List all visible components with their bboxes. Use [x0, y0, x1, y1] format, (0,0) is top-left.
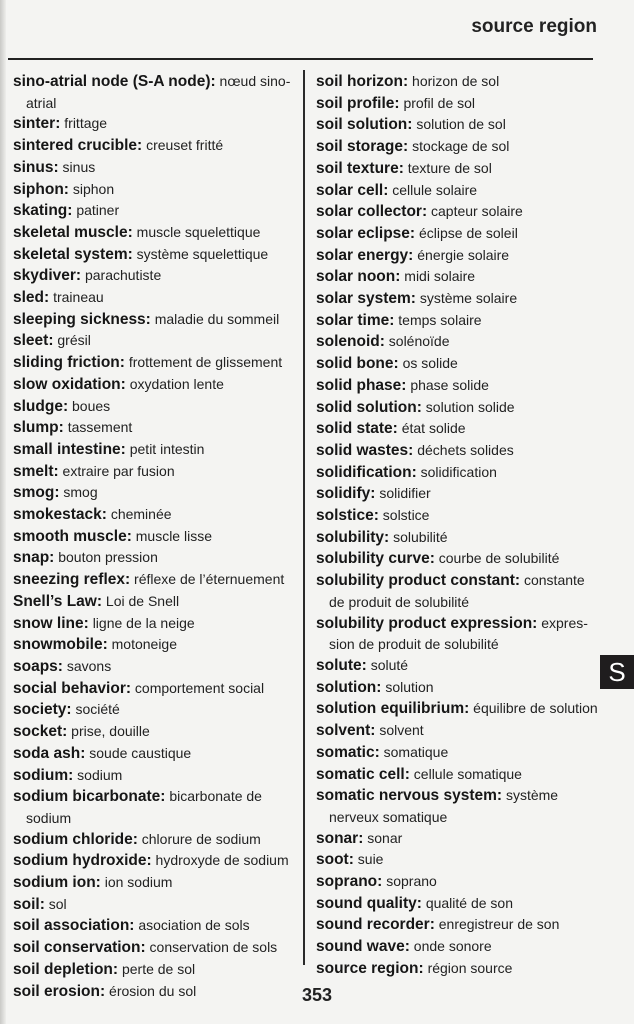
entry-term: solstice:	[316, 507, 379, 525]
glossary-entry	[13, 374, 303, 396]
glossary-entry	[316, 871, 601, 893]
entry-definition: petit intestin	[129, 440, 205, 457]
entry-term: sled:	[13, 289, 50, 307]
entry-term: solid state:	[316, 420, 398, 438]
glossary-entry	[316, 114, 601, 136]
entry-term: smokestack:	[13, 506, 107, 524]
glossary-entry	[316, 698, 601, 720]
entry-term: smog:	[13, 484, 60, 502]
entry-term: small intestine:	[13, 440, 126, 458]
entry-definition: sol	[48, 895, 67, 912]
entry-definition: chlorure de sodium	[141, 830, 261, 847]
entry-term: Snell’s Law:	[13, 592, 103, 610]
glossary-entry	[316, 223, 601, 245]
glossary-entry	[13, 526, 303, 548]
entry-term: soil:	[13, 895, 45, 913]
entry-definition: déchets solides	[417, 441, 514, 458]
entry-term: solar system:	[316, 290, 416, 308]
entry-definition: os solide	[402, 355, 458, 372]
entry-term: soil association:	[13, 917, 135, 935]
entry-definition: cheminée	[110, 506, 172, 523]
entry-term: soil texture:	[316, 159, 404, 177]
entry-term: solute:	[316, 656, 367, 674]
glossary-entry	[13, 157, 303, 179]
entry-definition: prise, douille	[71, 723, 150, 740]
glossary-entry	[13, 850, 303, 872]
entry-term: somatic:	[316, 743, 380, 761]
entry-definition: onde sonore	[413, 938, 492, 955]
entry-definition: cellule somatique	[413, 765, 522, 782]
entry-term: skating:	[13, 202, 73, 220]
entry-term: snap:	[13, 549, 55, 567]
entry-definition: sonar	[367, 829, 403, 846]
glossary-entry	[316, 764, 601, 786]
column-divider	[303, 70, 305, 965]
entry-definition: phase solide	[410, 376, 489, 393]
entry-definition: perte de sol	[121, 960, 196, 977]
glossary-entry	[316, 288, 601, 310]
left-column	[13, 71, 303, 1002]
glossary-entry	[13, 113, 303, 135]
entry-term: sodium bicarbonate:	[13, 788, 166, 806]
entry-definition: système squelettique	[136, 245, 269, 262]
entry-term: source region:	[316, 959, 424, 977]
glossary-entry	[316, 483, 601, 505]
glossary-entry	[13, 829, 303, 851]
entry-definition: tassement	[67, 419, 133, 436]
entry-definition: solidification	[420, 463, 497, 480]
entry-term: solar energy:	[316, 246, 414, 264]
entry-term: sino-atrial node (S-A node):	[13, 73, 216, 90]
entry-definition: capteur solaire	[431, 203, 523, 220]
entry-definition: savons	[66, 657, 112, 674]
entry-definition: cellule solaire	[392, 181, 478, 198]
glossary-entry	[13, 786, 303, 828]
glossary-entry	[316, 527, 601, 549]
entry-definition: grésil	[57, 332, 91, 349]
entry-definition: soluté	[370, 656, 409, 673]
page-number: 353	[301, 985, 333, 1005]
page-edge	[0, 0, 6, 1024]
glossary-entry	[13, 309, 303, 331]
glossary-entry	[13, 287, 303, 309]
entry-definition: horizon de sol	[412, 73, 500, 89]
entry-definition: frittage	[64, 115, 108, 132]
entry-definition: solénoïde	[388, 333, 450, 350]
right-column	[316, 71, 601, 980]
entry-term: society:	[13, 701, 72, 719]
entry-term: solvent:	[316, 722, 376, 740]
entry-definition: érosion du sol	[109, 982, 197, 999]
entry-term: solubility product constant:	[316, 572, 521, 590]
entry-term: solid bone:	[316, 355, 399, 373]
entry-term: somatic cell:	[316, 765, 410, 783]
entry-term: sleet:	[13, 332, 54, 350]
entry-definition: comportement social	[134, 679, 265, 696]
glossary-entry	[13, 678, 303, 700]
glossary-entry	[316, 548, 601, 570]
entry-definition: ligne de la neige	[92, 614, 195, 631]
entry-definition: sodium	[77, 766, 123, 783]
glossary-entry	[13, 613, 303, 635]
glossary-entry	[316, 201, 601, 223]
entry-definition: état solide	[401, 420, 466, 437]
entry-definition: enregistreur de son	[438, 916, 560, 933]
entry-term: sintered crucible:	[13, 137, 143, 155]
entry-term: sliding friction:	[13, 354, 125, 372]
entry-definition: midi solaire	[404, 268, 476, 285]
glossary-entry	[316, 310, 601, 332]
glossary-entry	[13, 959, 303, 981]
entry-definition: hydroxyde de sodium	[155, 852, 289, 869]
entry-term: sound wave:	[316, 938, 410, 956]
entry-definition: profil de sol	[403, 94, 476, 111]
entry-definition: motoneige	[111, 636, 178, 653]
entry-definition: équilibre de solution	[473, 700, 598, 717]
entry-definition: éclipse de soleil	[418, 224, 518, 241]
entry-term: solid wastes:	[316, 441, 414, 459]
glossary-entry	[316, 893, 601, 915]
entry-term: sodium ion:	[13, 874, 101, 892]
glossary-entry	[316, 958, 601, 980]
glossary-entry	[13, 743, 303, 765]
entry-term: soil profile:	[316, 94, 400, 112]
entry-definition: expression de produit de solubilité	[329, 614, 588, 653]
entry-definition: extraire par fusion	[62, 462, 175, 479]
glossary-entry	[13, 504, 303, 526]
glossary-entry	[13, 765, 303, 787]
entry-definition: siphon	[72, 180, 115, 197]
entry-term: social behavior:	[13, 679, 132, 697]
entry-definition: système solaire	[419, 290, 518, 307]
glossary-entry	[316, 180, 601, 202]
glossary-entry	[13, 71, 303, 113]
entry-definition: solution solide	[425, 398, 515, 415]
entry-definition: solstice	[382, 507, 430, 524]
entry-term: smooth muscle:	[13, 527, 132, 545]
entry-definition: Loi de Snell	[105, 592, 180, 609]
entry-definition: solution	[385, 678, 434, 695]
entry-term: snow line:	[13, 614, 89, 632]
glossary-entry	[13, 179, 303, 201]
entry-definition: constante de produit de solubilité	[329, 572, 585, 610]
entry-term: soil solution:	[316, 116, 413, 134]
entry-term: solution:	[316, 678, 382, 696]
entry-term: soaps:	[13, 657, 63, 675]
entry-definition: solubilité	[393, 528, 448, 545]
entry-definition: solidifier	[379, 485, 431, 502]
glossary-entry	[316, 849, 601, 871]
entry-term: smelt:	[13, 462, 59, 480]
entry-term: sound recorder:	[316, 916, 435, 934]
entry-definition: solution de sol	[416, 116, 506, 133]
entry-term: solubility:	[316, 528, 390, 546]
entry-term: solar collector:	[316, 203, 428, 221]
glossary-entry	[316, 914, 601, 936]
glossary-entry	[13, 937, 303, 959]
glossary-entry	[316, 936, 601, 958]
entry-term: sinter:	[13, 115, 61, 133]
glossary-entry	[13, 417, 303, 439]
entry-term: socket:	[13, 723, 68, 741]
glossary-entry	[316, 655, 601, 677]
glossary-entry	[316, 353, 601, 375]
entry-term: sodium chloride:	[13, 830, 138, 848]
entry-definition: énergie solaire	[417, 246, 510, 263]
glossary-entry	[13, 352, 303, 374]
glossary-entry	[316, 158, 601, 180]
glossary-entry	[13, 721, 303, 743]
entry-term: somatic nervous system:	[316, 787, 503, 805]
header-rule	[8, 58, 593, 60]
entry-definition: sinus	[62, 158, 96, 175]
entry-term: soil erosion:	[13, 982, 106, 1000]
glossary-entry	[316, 331, 601, 353]
entry-definition: ion sodium	[104, 874, 173, 891]
glossary-entry	[316, 397, 601, 419]
entry-definition: courbe de solubilité	[438, 550, 560, 567]
entry-term: skeletal system:	[13, 245, 133, 263]
entry-definition: soude caustique	[89, 744, 192, 761]
glossary-entry	[316, 785, 601, 827]
glossary-entry	[13, 591, 303, 613]
glossary-entry	[316, 742, 601, 764]
entry-term: solar time:	[316, 311, 395, 329]
entry-term: soot:	[316, 851, 354, 869]
glossary-entry	[13, 894, 303, 916]
glossary-entry	[316, 440, 601, 462]
glossary-entry	[316, 418, 601, 440]
entry-term: solidify:	[316, 485, 376, 503]
entry-term: sneezing reflex:	[13, 571, 131, 589]
glossary-entry	[316, 570, 601, 612]
entry-definition: oxydation lente	[129, 375, 224, 392]
entry-definition: patiner	[76, 202, 120, 219]
entry-term: slow oxidation:	[13, 375, 126, 393]
entry-definition: réflexe de l’éternuement	[134, 571, 285, 588]
entry-definition: conservation de sols	[149, 939, 278, 956]
entry-term: soil depletion:	[13, 960, 119, 978]
entry-term: solid phase:	[316, 376, 407, 394]
entry-term: slump:	[13, 419, 64, 437]
entry-definition: société	[75, 701, 120, 718]
glossary-entry	[13, 396, 303, 418]
entry-term: solidification:	[316, 463, 417, 481]
glossary-entry	[13, 569, 303, 591]
entry-term: solution equilibrium:	[316, 700, 470, 718]
entry-term: skeletal muscle:	[13, 223, 133, 241]
glossary-entry	[13, 634, 303, 656]
entry-term: sound quality:	[316, 894, 422, 912]
entry-term: solid solution:	[316, 398, 422, 416]
entry-term: solubility curve:	[316, 550, 435, 568]
entry-term: sinus:	[13, 158, 59, 176]
entry-definition: boues	[72, 397, 111, 414]
glossary-entry	[316, 720, 601, 742]
entry-term: sodium:	[13, 766, 74, 784]
glossary-entry	[316, 613, 601, 655]
entry-definition: asociation de sols	[138, 917, 250, 934]
glossary-entry	[316, 136, 601, 158]
entry-term: sonar:	[316, 829, 364, 847]
entry-term: skydiver:	[13, 267, 82, 285]
glossary-entry	[316, 677, 601, 699]
entry-definition: qualité de son	[425, 894, 513, 911]
entry-definition: somatique	[383, 743, 449, 760]
entry-term: solar eclipse:	[316, 224, 416, 242]
entry-term: soil horizon:	[316, 73, 409, 90]
entry-definition: solvent	[379, 722, 424, 739]
glossary-entry	[13, 200, 303, 222]
glossary-entry	[13, 222, 303, 244]
glossary-entry	[13, 547, 303, 569]
entry-definition: région source	[427, 959, 513, 976]
glossary-entry	[13, 135, 303, 157]
entry-term: sleeping sickness:	[13, 310, 151, 328]
glossary-entry	[316, 93, 601, 115]
glossary-entry	[13, 330, 303, 352]
entry-definition: creuset fritté	[146, 137, 224, 154]
entry-definition: temps solaire	[398, 311, 482, 328]
entry-definition: nœud sino-atrial	[26, 73, 291, 111]
entry-term: soda ash:	[13, 744, 86, 762]
entry-definition: traineau	[53, 289, 104, 306]
glossary-entry	[316, 505, 601, 527]
running-head-guide-word: source region	[471, 16, 597, 37]
glossary-entry	[316, 71, 601, 93]
entry-term: sodium hydroxide:	[13, 852, 152, 870]
entry-definition: bouton pression	[58, 549, 158, 566]
entry-definition: parachutiste	[84, 267, 162, 284]
entry-term: solar cell:	[316, 181, 389, 199]
entry-definition: bicarbonate de sodium	[26, 788, 262, 826]
entry-definition: smog	[63, 484, 98, 501]
entry-term: soil conservation:	[13, 939, 146, 957]
glossary-entry	[316, 375, 601, 397]
glossary-entry	[316, 266, 601, 288]
entry-definition: soprano	[386, 873, 437, 890]
glossary-entry	[13, 699, 303, 721]
entry-definition: système nerveux somatique	[329, 787, 559, 825]
glossary-entry	[13, 915, 303, 937]
glossary-entry	[13, 244, 303, 266]
entry-definition: maladie du sommeil	[154, 310, 280, 327]
letter-thumb-tab: S	[600, 655, 634, 689]
entry-term: soil storage:	[316, 138, 409, 156]
entry-term: snowmobile:	[13, 636, 108, 654]
entry-definition: suie	[357, 851, 384, 868]
glossary-entry	[316, 828, 601, 850]
glossary-entry	[13, 461, 303, 483]
entry-term: solubility product expression:	[316, 614, 538, 632]
entry-definition: muscle lisse	[135, 527, 212, 544]
entry-term: solenoid:	[316, 333, 385, 351]
glossary-entry	[316, 462, 601, 484]
glossary-entry	[316, 245, 601, 267]
entry-definition: frottement de glissement	[128, 354, 283, 371]
entry-term: solar noon:	[316, 268, 401, 286]
entry-definition: muscle squelettique	[136, 223, 261, 240]
glossary-entry	[13, 439, 303, 461]
entry-definition: texture de sol	[407, 159, 492, 176]
glossary-entry	[13, 265, 303, 287]
entry-term: siphon:	[13, 180, 69, 198]
glossary-entry	[13, 872, 303, 894]
glossary-entry	[13, 482, 303, 504]
entry-term: soprano:	[316, 873, 383, 891]
entry-definition: stockage de sol	[412, 138, 510, 155]
entry-term: sludge:	[13, 397, 69, 415]
glossary-entry	[13, 656, 303, 678]
